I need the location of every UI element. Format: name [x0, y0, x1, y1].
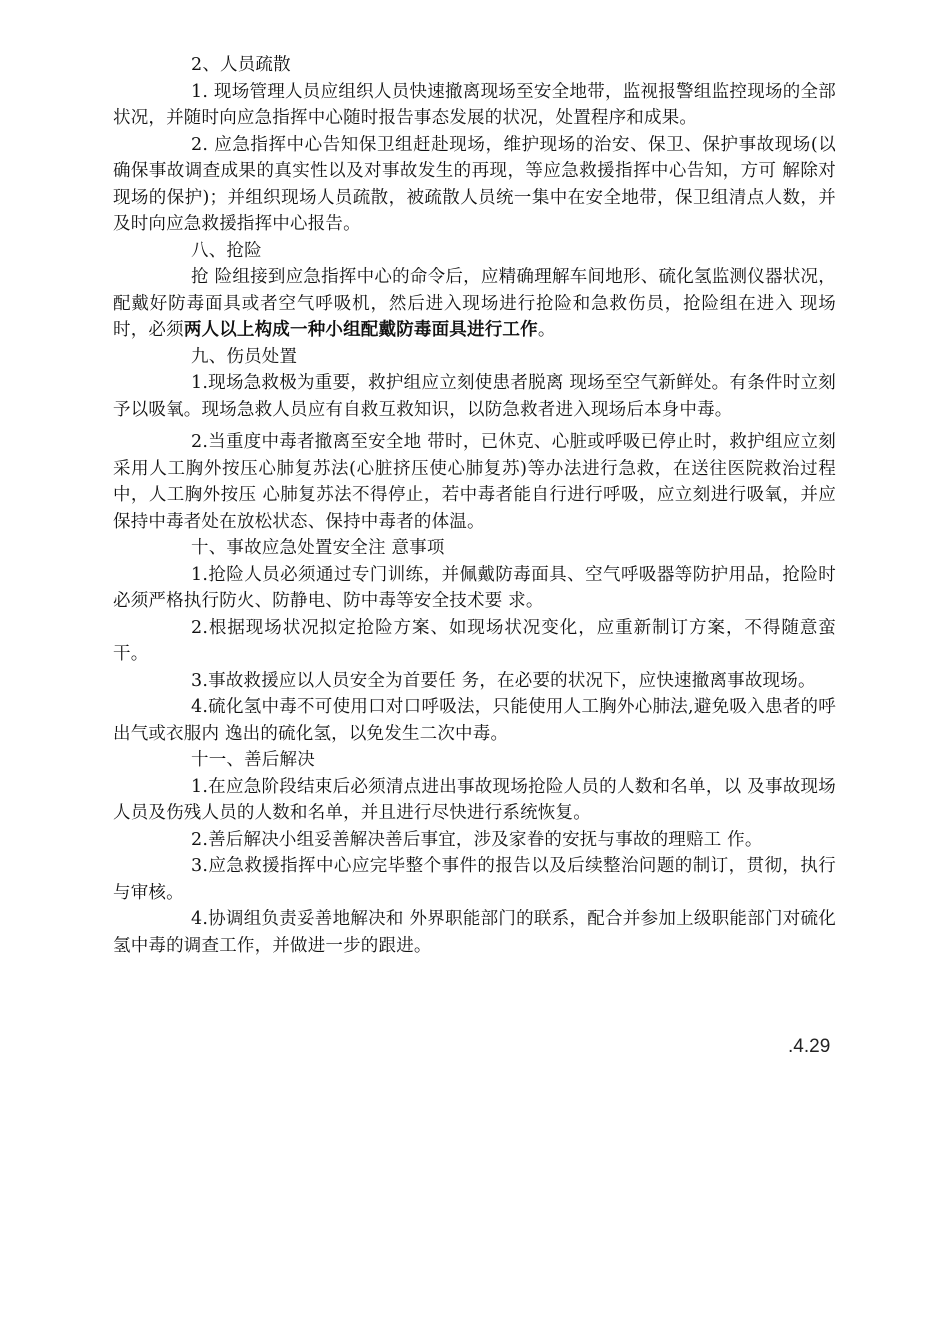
paragraph: 1.在应急阶段结束后必须清点进出事故现场抢险人员的人数和名单，以 及事故现场人员及伤残人员的人数和名单，并且进行尽快进行系统恢复。 [113, 776, 836, 823]
paragraph: 4.协调组负责妥善地解决和 外界职能部门的联系，配合并参加上级职能部门对硫化氢中毒的调查工作，并做进一步的跟进。 [113, 909, 836, 956]
document-body [113, 52, 836, 959]
heading-aftermath: 十一、善后解决 [191, 750, 315, 770]
paragraph: 3.应急救援指挥中心应完毕整个事件的报告以及后续整治问题的制订，贯彻，执行与审核。 [113, 856, 836, 903]
rescue-period: 。 [537, 320, 556, 340]
rescue-emphasis: 两人以上构成一种小组配戴防毒面具进行工作 [183, 320, 538, 340]
paragraph-rescue [113, 264, 836, 344]
paragraph: 2.根据现场状况拟定抢险方案、如现场状况变化，应重新制订方案，不得随意蛮干。 [113, 617, 836, 664]
heading-casualty-handling: 九、伤员处置 [191, 346, 298, 367]
paragraph: 1.抢险人员必须通过专门训练，并佩戴防毒面具、空气呼吸器等防护用品，抢险时必须严格执行防火、防静电、防中毒等安全技术要 求。 [113, 564, 836, 611]
paragraph: 2.当重度中毒者撤离至安全地 带时，已休克、心脏或呼吸已停止时，救护组应立刻采用人工胸外按压心肺复苏法(心脏挤压使心肺复苏)等办法进行急救，在送往医院救治过程中，人工胸外按压 心肺复苏法不得停止，若中毒者能自行进行呼吸，应立刻进行吸氧，并应保持中毒者处在放松状态、保持中毒者的体温。 [113, 432, 836, 532]
paragraph: 2.善后解决小组妥善解决善后事宜，涉及家眷的安抚与事故的理赔工 作。 [191, 829, 763, 850]
paragraph: 1.现场急救极为重要，救护组应立刻使患者脱离 现场至空气新鲜处。有条件时立刻予以吸氧。现场急救人员应有自救互救知识，以防急救者进入现场后本身中毒。 [113, 373, 836, 420]
paragraph: 1. 现场管理人员应组织人员快速撤离现场至安全地带，监视报警组监控现场的全部状况，并随时向应急指挥中心随时报告事态发展的状况，处置程序和成果。 [113, 81, 836, 128]
heading-rescue: 八、抢险 [191, 240, 262, 261]
paragraph: 3.事故救援应以人员安全为首要任 务，在必要的状况下，应快速撤离事故现场。 [191, 670, 816, 691]
heading-personnel-evacuation: 2、人员疏散 [191, 55, 291, 75]
rescue-text: 抢 险组接到应急指挥中心的命令后，应精确理解车间地形、硫化氢监测仪器状况，配戴好防毒面具或者空气呼吸机，然后进入现场进行抢险和急救伤员，抢险组在进入 现场时，必须 [113, 267, 836, 340]
footer-date: .4.29 [788, 1036, 831, 1057]
paragraph: 2. 应急指挥中心告知保卫组赶赴现场，维护现场的治安、保卫、保护事故现场(以确保事故调查成果的真实性以及对事故发生的再现，等应急救援指挥中心告知，方可 解除对现场的保护)；并组织现场人员疏散，被疏散人员统一集中在安全地带，保卫组清点人数，并及时向应急救援指挥中心报告。 [113, 134, 836, 234]
heading-safety-notes: 十、事故应急处置安全注 意事项 [191, 538, 445, 558]
paragraph: 4.硫化氢中毒不可使用口对口呼吸法，只能使用人工胸外心肺法,避免吸入患者的呼出气或衣服内 逸出的硫化氢，以免发生二次中毒。 [113, 697, 836, 744]
